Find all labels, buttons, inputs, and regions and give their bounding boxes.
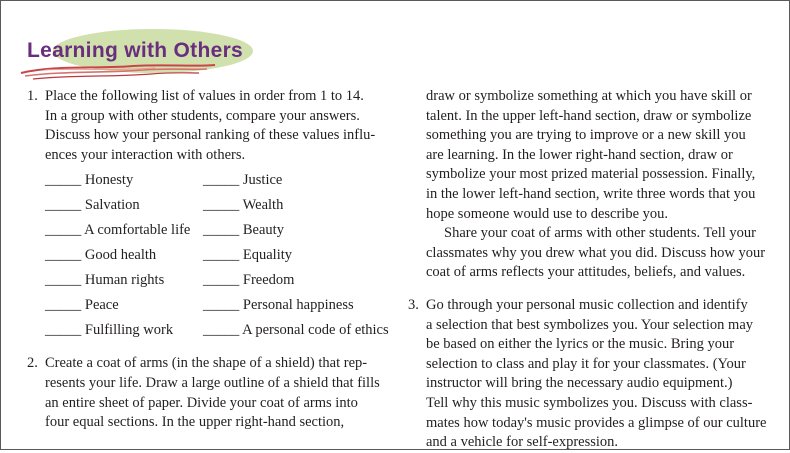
item-text-line: in the lower left-hand section, write three words that you <box>426 185 756 202</box>
item-text-line: Tell why this music symbolizes you. Discuss with class- <box>426 394 753 411</box>
page-title: Learning with Others <box>27 39 244 62</box>
value-entry: _____ Wealth <box>203 197 284 214</box>
item-text-line: Share your coat of arms with other students. Tell your <box>444 225 757 242</box>
value-entry: _____ A comfortable life <box>45 222 191 239</box>
item-text-line: Create a coat of arms (in the shape of a shield) that rep- <box>45 355 368 372</box>
list-item-1 <box>27 87 389 165</box>
value-entry: _____ Freedom <box>203 272 295 289</box>
item-text-line: four equal sections. In the upper right-hand section, <box>45 414 345 431</box>
value-entry: _____ Good health <box>45 247 157 264</box>
value-entry: _____ Personal happiness <box>203 297 354 314</box>
item-text-line: mates how today's music provides a glimpse of our culture <box>426 414 767 431</box>
list-item-3 <box>408 296 776 453</box>
value-entry: _____ Human rights <box>45 272 165 289</box>
item-text-line: be based on either the lyrics or the music. Bring your <box>426 336 735 353</box>
value-entry: _____ A personal code of ethics <box>203 322 389 339</box>
item-text-line: Go through your personal music collection and identify <box>426 296 748 313</box>
item-text-line: hope someone would use to describe you. <box>426 205 669 222</box>
item-text-line: draw or symbolize something at which you have skill or <box>426 88 752 104</box>
left-column <box>27 87 389 433</box>
item-text-line: ences your interaction with others. <box>45 146 246 163</box>
value-entry: _____ Equality <box>203 247 293 264</box>
item-text-line: are learning. In the lower right-hand section, draw or <box>426 146 733 163</box>
item-text-line: In a group with other students, compare your answers. <box>45 107 360 124</box>
item-text-line: a selection that best symbolizes you. Your selection may <box>426 316 754 333</box>
values-ranking-list <box>45 171 389 346</box>
value-entry: _____ Peace <box>45 297 119 314</box>
item-text-line: classmates why you drew what you did. Discuss how your <box>426 244 766 261</box>
value-entry: _____ Beauty <box>203 222 284 239</box>
item-text-line: selection to class and play it for your classmates. (Your <box>426 355 746 372</box>
list-item-2-continued <box>408 87 776 283</box>
list-item-2 <box>27 354 389 432</box>
item-text-line: and a vehicle for self-expression. <box>426 434 619 451</box>
item-text-line: resents your life. Draw a large outline of a shield that fills <box>45 374 380 391</box>
item-text-line: an entire sheet of paper. Divide your coat of arms into <box>45 394 358 411</box>
item-number: 3. <box>408 296 419 313</box>
section-heading-block <box>15 29 255 83</box>
item-text-line: talent. In the upper left-hand section, draw or symbolize <box>426 107 752 124</box>
value-entry: _____ Justice <box>203 172 283 189</box>
value-entry: _____ Honesty <box>45 172 134 189</box>
item-text-line: Discuss how your personal ranking of these values influ- <box>45 127 376 144</box>
item-text-line: something you are trying to improve or a new skill you <box>426 127 746 144</box>
item-text-line: symbolize your most prized material possession. Finally, <box>426 166 756 183</box>
value-entry: _____ Fulfilling work <box>45 322 174 339</box>
item-number: 2. <box>27 355 38 372</box>
right-column <box>408 87 776 453</box>
value-entry: _____ Salvation <box>45 197 140 214</box>
item-number: 1. <box>27 88 38 104</box>
item-text-line: instructor will bring the necessary audio equipment.) <box>426 375 733 392</box>
item-text-line: coat of arms reflects your attitudes, beliefs, and values. <box>426 264 746 281</box>
item-text-line: Place the following list of values in order from 1 to 14. <box>45 88 364 104</box>
